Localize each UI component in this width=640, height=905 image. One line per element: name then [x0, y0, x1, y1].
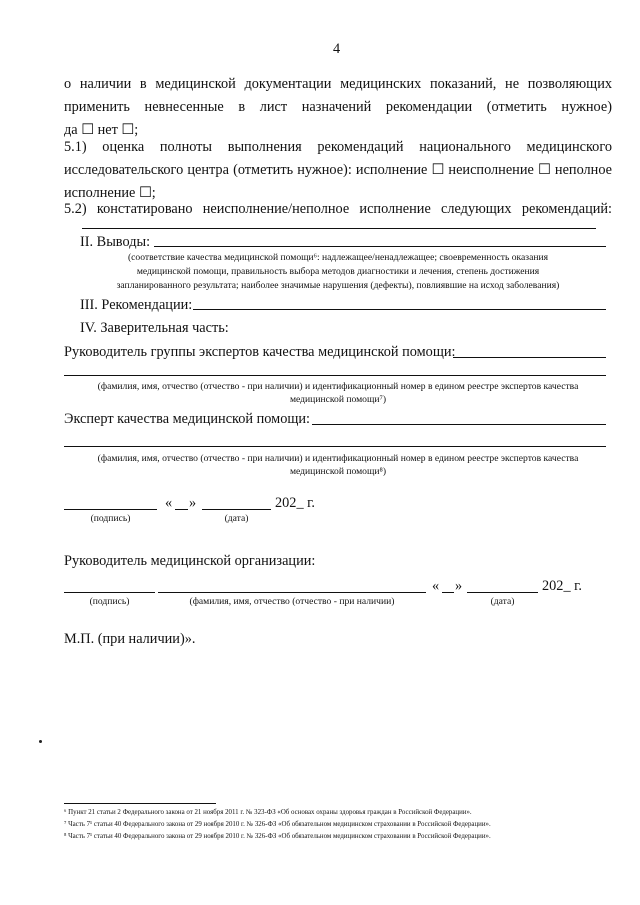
- item-5-1-line-1: 5.1) оценка полноты выполнения рекомендаций национального медицинского: [64, 139, 612, 155]
- conclusions-label: II. Выводы:: [80, 234, 151, 250]
- expert-date-month-line: [202, 509, 271, 510]
- conclusions-note-line-3: запланированного результата; наиболее значимые нарушения (дефекты), повлиявшие на исход заболевания): [116, 280, 560, 291]
- certification-label: IV. Заверительная часть:: [80, 320, 229, 336]
- org-head-date-day-line: [442, 592, 454, 593]
- expert-signature-caption: (подпись): [90, 513, 131, 524]
- group-head-note-line-2: медицинской помощи⁷): [289, 394, 387, 405]
- expert-date-day-line: [175, 509, 188, 510]
- recommendations-label: III. Рекомендации:: [80, 297, 193, 313]
- item-5-2-line-1: 5.2) констатировано неисполнение/неполное исполнение следующих рекомендаций:: [64, 201, 612, 217]
- footnote-6: ⁶ Пункт 21 статьи 2 Федерального закона от 21 ноября 2011 г. № 323-ФЗ «Об основах охраны здоровья граждан в Российской Федерации».: [64, 809, 472, 816]
- org-head-name-line: [158, 592, 426, 593]
- org-head-date-year: 202_ г.: [542, 578, 582, 594]
- footnote-8: ⁸ Часть 7¹ статьи 40 Федерального закона от 29 ноября 2010 г. № 326-ФЗ «Об обязательном медицинском страховании в Российской Федерации».: [64, 833, 491, 840]
- org-head-date-caption: (дата): [490, 596, 515, 607]
- org-head-signature-line: [64, 592, 155, 593]
- item-5-1-line-2: исследовательского центра (отметить нужное): исполнение ☐ неисполнение ☐ неполное: [64, 162, 612, 178]
- page-number: 4: [333, 41, 341, 57]
- org-head-name-caption: (фамилия, имя, отчество (отчество - при наличии): [189, 596, 395, 607]
- group-head-label: Руководитель группы экспертов качества медицинской помощи:: [64, 344, 456, 360]
- expert-note-line-1: (фамилия, имя, отчество (отчество - при наличии) и идентификационный номер в едином реестре экспертов качества: [97, 453, 579, 464]
- expert-note-line-2: медицинской помощи⁸): [289, 466, 387, 477]
- org-head-date-month-line: [467, 592, 538, 593]
- group-head-note-line-1: (фамилия, имя, отчество (отчество - при наличии) и идентификационный номер в едином реестре экспертов качества: [97, 381, 579, 392]
- org-head-date-quote-close: »: [455, 578, 463, 594]
- group-head-fill-line: [453, 357, 606, 358]
- conclusions-fill-line: [154, 246, 606, 247]
- org-head-date-quote-open: «: [432, 578, 440, 594]
- conclusions-note-line-1: (соответствие качества медицинской помощи⁶: надлежащее/ненадлежащее; своевременность оказания: [127, 252, 549, 263]
- item-5-2-fill-line: [82, 228, 596, 229]
- org-head-signature-caption: (подпись): [89, 596, 130, 607]
- scan-dot-mark: [39, 740, 42, 743]
- recommendations-fill-line: [193, 309, 606, 310]
- expert-date-caption: (дата): [224, 513, 249, 524]
- item-5-1-line-3: исполнение ☐;: [64, 185, 156, 201]
- conclusions-note-line-2: медицинской помощи, правильность выбора методов диагностики и лечения, степень достижения: [136, 266, 540, 277]
- intro-line-1: о наличии в медицинской документации медицинских показаний, не позволяющих: [64, 76, 612, 92]
- intro-line-3: да ☐ нет ☐;: [64, 122, 139, 138]
- expert-date-quote-open: «: [165, 495, 173, 511]
- footnote-separator: [64, 803, 216, 804]
- expert-signature-line: [64, 509, 157, 510]
- footnote-7: ⁷ Часть 7¹ статьи 40 Федерального закона от 29 ноября 2010 г. № 326-ФЗ «Об обязательном медицинском страховании в Российской Федерации».: [64, 821, 491, 828]
- expert-name-line: [64, 446, 606, 447]
- expert-date-year: 202_ г.: [275, 495, 315, 511]
- intro-line-2: применить невнесенные в лист назначений рекомендации (отметить нужное): [64, 99, 612, 115]
- org-head-label: Руководитель медицинской организации:: [64, 553, 316, 569]
- stamp-note: М.П. (при наличии)».: [64, 631, 196, 647]
- group-head-name-line: [64, 375, 606, 376]
- expert-fill-line: [312, 424, 606, 425]
- expert-label: Эксперт качества медицинской помощи:: [64, 411, 310, 427]
- expert-date-quote-close: »: [189, 495, 197, 511]
